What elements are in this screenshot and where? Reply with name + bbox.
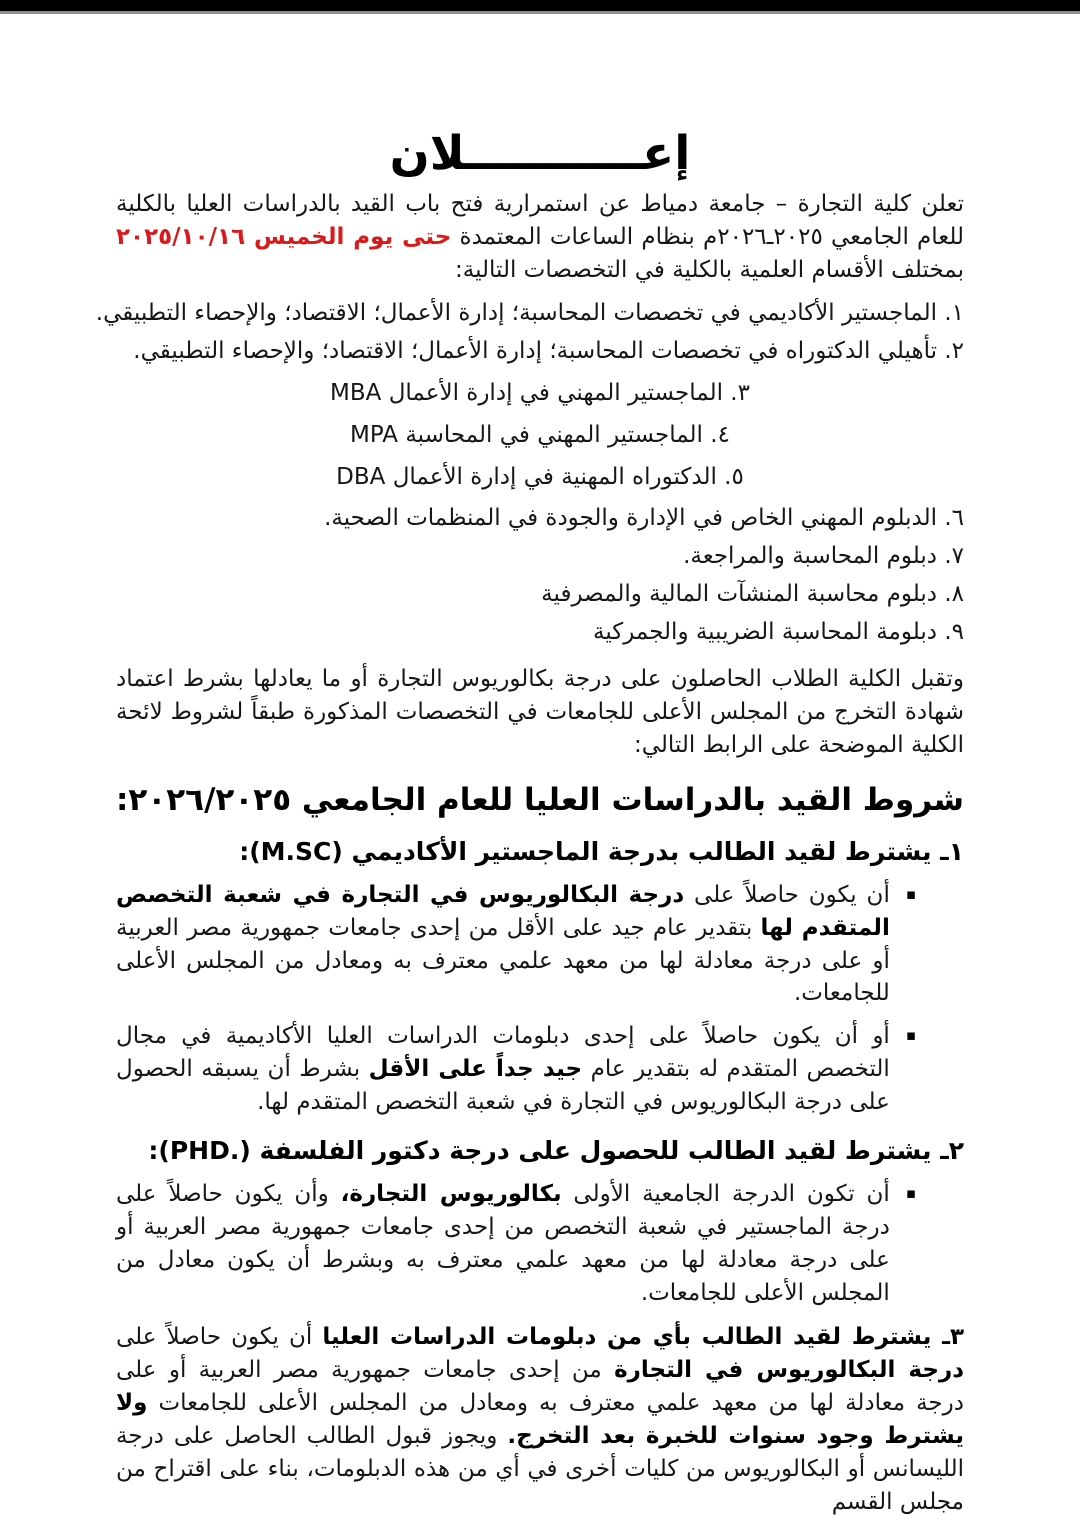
msc-bullet-2 (116, 1020, 964, 1119)
text-segment: أن يكون حاصلاً على (116, 1324, 323, 1351)
acceptance-paragraph: وتقبل الكلية الطلاب الحاصلون على درجة بكالوريوس التجارة أو ما يعادلها بشرط اعتماد شهادة التخرج من المجلس الأعلى للجامعات في التخصصات المذكورة طبقاً لشروط لائحة الكلية الموضحة على الرابط التالي: (116, 665, 964, 758)
bold-segment: ٣ـ يشترط لقيد الطالب بأي من دبلومات الدراسات العليا (322, 1324, 964, 1351)
bold-segment: ولا يشترط وجود سنوات للخبرة بعد التخرج. (116, 1390, 964, 1450)
text-segment: من إحدى جامعات جمهورية مصر العربية أو على درجة معادلة لها من معهد علمي معترف به ومعادل من المجلس الأعلى للجامعات (116, 1357, 964, 1417)
program-item-4: ٤. الماجستير المهني في المحاسبة MPA (350, 421, 730, 448)
phd-bullet-1-text (116, 1178, 890, 1310)
diplomas-condition-paragraph (116, 1321, 964, 1518)
bold-segment: درجة البكالوريوس في التجارة (614, 1357, 964, 1384)
phd-bullet-1 (116, 1178, 964, 1310)
intro-text-end: بمختلف الأقسام العلمية بالكلية في التخصصات التالية: (455, 257, 964, 284)
bullet-square-icon: ▪ (905, 884, 916, 903)
program-item-1: ١. الماجستير الأكاديمي في تخصصات المحاسبة؛ إدارة الأعمال؛ الاقتصاد؛ والإحصاء التطبيقي. (95, 300, 964, 327)
scan-top-edge (0, 0, 1080, 14)
program-item-3: ٣. الماجستير المهني في إدارة الأعمال MBA (330, 379, 750, 406)
bold-segment: جيد جداً على الأقل (368, 1056, 583, 1083)
intro-text-start: تعلن كلية التجارة – جامعة دمياط عن استمرارية فتح باب القيد بالدراسات العليا بالكلية للعام الجامعي ٢٠٢٥ـ٢٠٢٦م بنظام الساعات المعتمدة (116, 191, 965, 251)
bullet-square-icon: ▪ (905, 1183, 916, 1202)
program-item-2: ٢. تأهيلي الدكتوراه في تخصصات المحاسبة؛ إدارة الأعمال؛ الاقتصاد؛ والإحصاء التطبيقي. (133, 337, 964, 364)
msc-bullet-2-text (116, 1020, 890, 1119)
text-segment: أن تكون الدرجة الجامعية الأولى (561, 1180, 890, 1207)
bold-segment: بكالوريوس التجارة، (340, 1180, 562, 1207)
text-segment: ويجوز قبول الطالب الحاصل على درجة الليسانس أو البكالوريوس من كليات أخرى في أي من هذه الدبلومات، بناء على اقتراح من مجلس القسم (116, 1423, 964, 1515)
program-item-6: ٦. الدبلوم المهني الخاص في الإدارة والجودة في المنظمات الصحية. (324, 505, 964, 532)
text-segment: بتقدير عام جيد على الأقل من إحدى جامعات جمهورية مصر العربية أو على درجة معادلة لها من معهد علمي معترف به ومعادل من المجلس الأعلى للجامعات. (116, 914, 890, 1007)
program-item-7: ٧. دبلوم المحاسبة والمراجعة. (683, 543, 964, 570)
bullet-square-icon: ▪ (905, 1026, 916, 1045)
bold-segment: درجة البكالوريوس في التجارة في شعبة التخصص المتقدم لها (116, 881, 890, 941)
text-segment: أو أن يكون حاصلاً على إحدى دبلومات الدراسات العليا الأكاديمية في مجال التخصص المتقدم له بتقدير عام (116, 1023, 890, 1083)
msc-condition-heading: ١ـ يشترط لقيد الطالب بدرجة الماجستير الأكاديمي (M.SC): (239, 836, 964, 866)
text-segment: أن يكون حاصلاً على (684, 881, 890, 908)
phd-condition-heading: ٢ـ يشترط لقيد الطالب للحصول على درجة دكتور الفلسفة (.PHD): (148, 1135, 964, 1165)
program-item-8: ٨. دبلوم محاسبة المنشآت المالية والمصرفية (541, 581, 964, 608)
deadline-highlight: حتى يوم الخميس ٢٠٢٥/١٠/١٦ (116, 224, 452, 251)
text-segment: بشرط أن يسبقه الحصول على درجة البكالوريوس في التجارة في شعبة التخصص المتقدم لها. (116, 1056, 890, 1116)
document-content (0, 126, 1080, 1519)
conditions-heading: شروط القيد بالدراسات العليا للعام الجامعي ٢٠٢٦/٢٠٢٥: (116, 781, 964, 818)
page-title: إعـــــــــــلان (389, 126, 691, 181)
intro-paragraph (116, 188, 964, 287)
program-item-5: ٥. الدكتوراه المهنية في إدارة الأعمال DBA (336, 463, 744, 490)
program-item-9: ٩. دبلومة المحاسبة الضريبية والجمركية (592, 619, 964, 646)
programs-list (95, 297, 964, 649)
msc-bullet-1 (116, 879, 964, 1011)
msc-bullet-1-text (116, 879, 890, 1011)
text-segment: وأن يكون حاصلاً على درجة الماجستير في شعبة التخصص من إحدى جامعات جمهورية مصر العربية أو على درجة معادلة لها من معهد علمي معترف به وبشرط أن يكون معادل من المجلس الأعلى للجامعات. (116, 1180, 890, 1306)
